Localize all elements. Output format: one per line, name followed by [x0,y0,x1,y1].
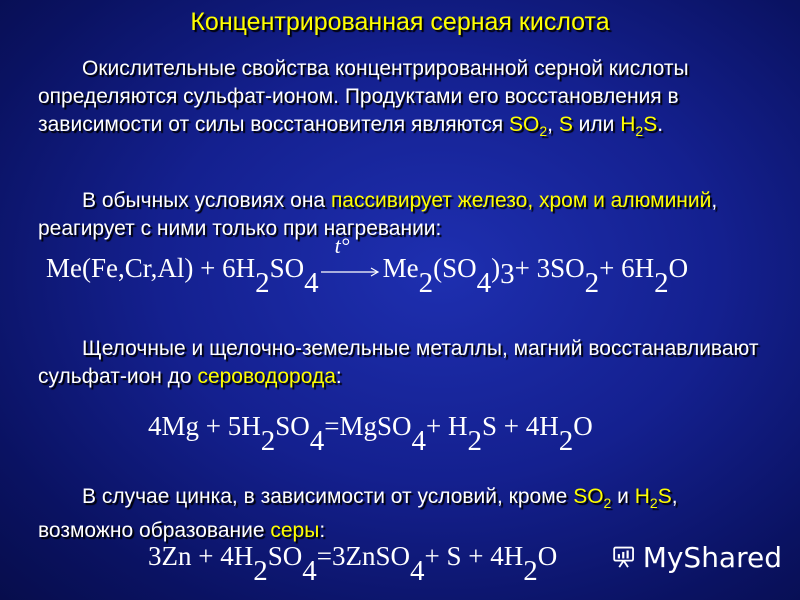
watermark-logo [612,537,782,577]
formula-s: S [558,113,573,136]
paragraph-alkali-metals: Щелочные и щелочно-земельные металлы, магний восстанавливают сульфат-ион до сероводорода: [38,337,759,388]
arrow-right-icon [319,267,383,277]
formula-so2: $SO_2$ [509,113,548,140]
equation-passivation-metals: Me(Fe,Cr,Al) + 6H2SO4 t° Me2(SO4)3+ 3SO2+ 6H2O [46,232,689,299]
presentation-board-icon [612,540,637,574]
highlight-passivation: пассивирует железо, хром и алюминий [330,189,712,212]
heating-condition: t° [334,232,350,258]
formula-h2s: $H_2S$ [634,485,672,512]
paragraph-passivation: В обычных условиях она пассивирует железо, хром и алюминий, реагирует с ними только при нагревании: [38,189,718,240]
reaction-arrow [319,232,383,281]
watermark-text: MyShared [642,540,782,574]
slide-title: Концентрированная серная кислота [190,8,610,36]
paragraph-oxidizing-properties: Окислительные свойства концентрированной серной кислоты определяются сульфат-ионом. Продуктами его восстановления в зависимости от силы восстановителя являются $SO_2$, S или $H_2S$. [38,57,689,140]
highlight-sulfur: серы [270,519,320,543]
equation-zinc: 3Zn + 4H2SO4=3ZnSO4+ S + 4H2O [148,541,558,587]
formula-so2: $SO_2$ [573,485,612,512]
paragraph-zinc: В случае цинка, в зависимости от условий, кроме $SO_2$ и $H_2S$, возможно образование серы: [38,485,678,543]
formula-h2s: $H_2S$ [620,113,658,140]
highlight-hydrogen-sulfide: сероводорода [197,365,336,388]
equation-magnesium: 4Mg + 5H2SO4=MgSO4+ H2S + 4H2O [148,411,593,457]
